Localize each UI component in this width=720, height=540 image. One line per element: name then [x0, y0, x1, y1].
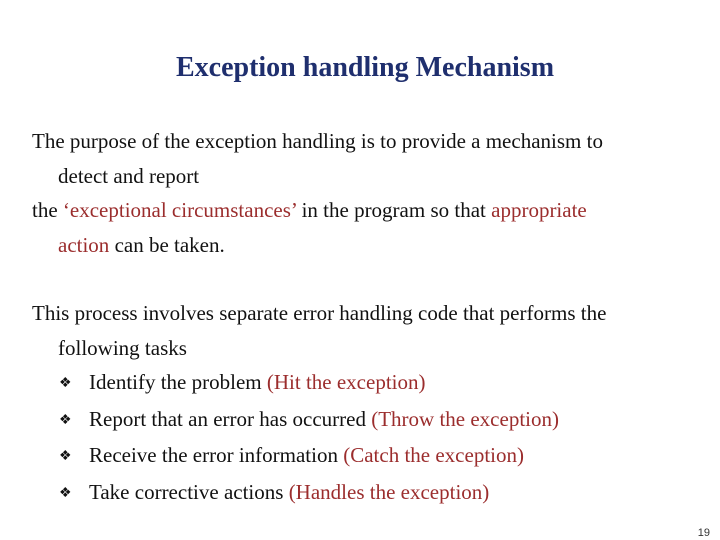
checkmark-bullet-icon: ❖	[59, 376, 72, 391]
bullet-highlight: (Throw the exception)	[371, 406, 559, 431]
bullet-highlight: (Hit the exception)	[266, 370, 426, 394]
para1-line4	[32, 228, 712, 263]
para1-line3-text-b: in the program so that	[296, 198, 492, 222]
bullet-item-catch	[32, 438, 712, 475]
bullet-text: Take corrective actions	[89, 479, 289, 504]
para1-line1: The purpose of the exception handling is to provide a mechanism to	[32, 129, 603, 153]
checkmark-bullet-icon: ❖	[59, 449, 72, 464]
para1-line3-highlight-2: appropriate	[491, 198, 587, 222]
para1-line4-text: can be taken.	[109, 232, 225, 257]
bullet-item-hit	[32, 365, 712, 402]
checkmark-bullet-icon: ❖	[59, 485, 72, 501]
para2-line2: following tasks	[58, 335, 187, 360]
slide-body	[32, 124, 712, 511]
para1-line3-highlight-1: ‘exceptional circumstances’	[62, 198, 297, 222]
bullet-item-throw	[32, 402, 712, 439]
slide-title: Exception handling Mechanism	[175, 52, 555, 83]
para1-line4-highlight: action	[58, 232, 110, 257]
para2-line1: This process involves separate error handling code that performs the	[32, 301, 607, 325]
bullet-text: Identify the problem	[89, 370, 267, 394]
bullet-highlight: (Handles the exception)	[288, 479, 490, 504]
checkmark-bullet-icon: ❖	[59, 412, 72, 428]
bullet-text: Receive the error information	[89, 443, 344, 467]
para1-line2: detect and report	[58, 163, 200, 188]
bullet-highlight: (Catch the exception)	[343, 443, 524, 467]
para1-line3-text-a: the	[32, 198, 63, 222]
paragraph-spacer	[32, 262, 712, 296]
para1-line3	[32, 193, 712, 228]
page-number: 19	[697, 527, 710, 539]
bullet-text: Report that an error has occurred	[89, 406, 372, 431]
bullet-item-handle	[32, 475, 712, 512]
